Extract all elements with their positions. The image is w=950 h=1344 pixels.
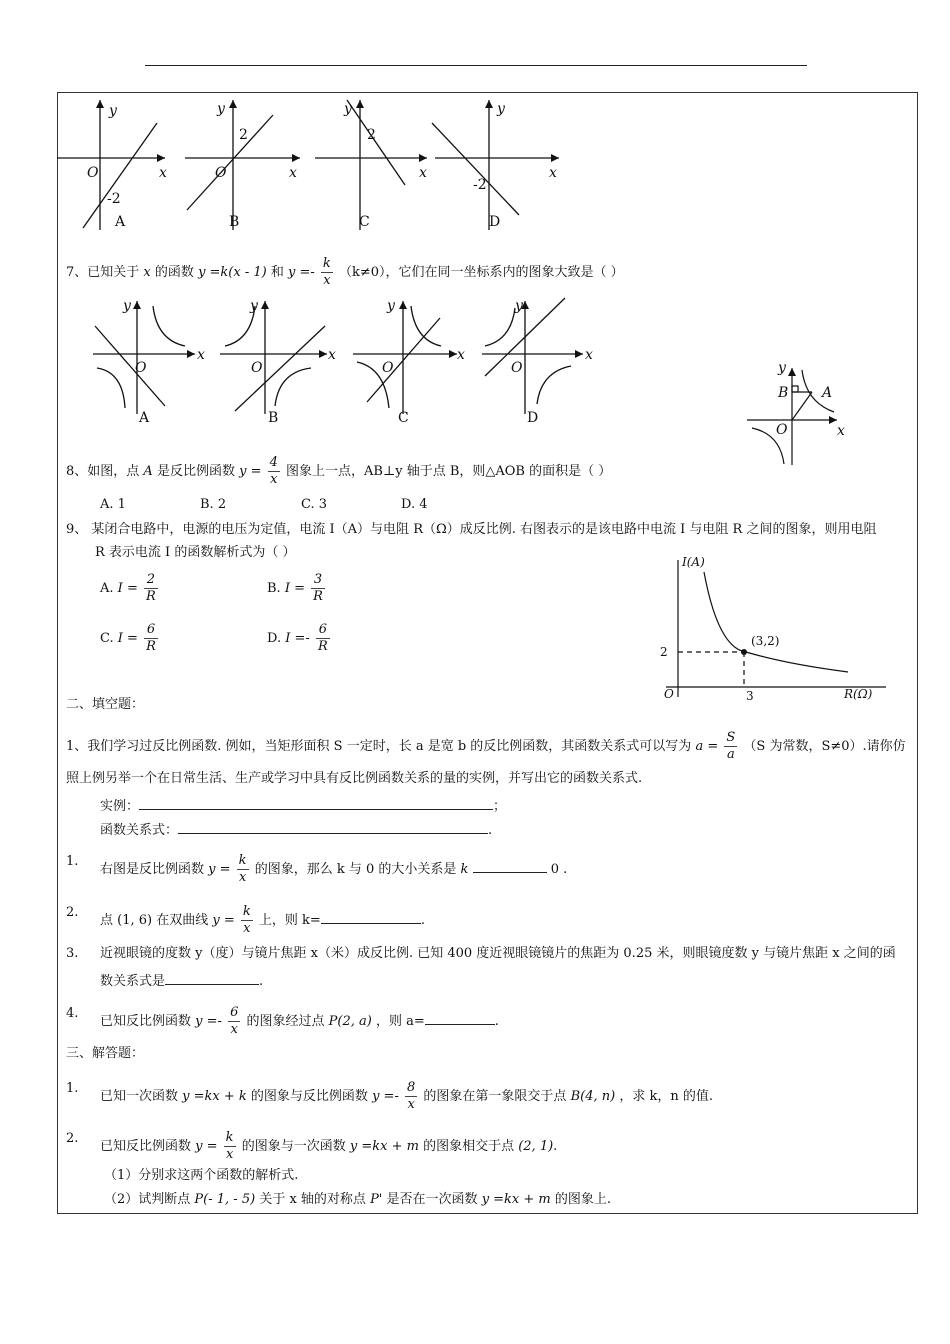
q6-a-tick: -2 [107,191,121,207]
s2-p1-post: （S 为常数，S≠0）.请你仿 [743,739,906,754]
q9-d-den: R [317,639,328,654]
s2-example-blank[interactable] [139,796,493,810]
s3-q2-sub1: （1）分别求这两个函数的解析式. [104,1168,299,1183]
q7-a-y: y [123,298,131,314]
s2-p1-frac [724,730,737,763]
s2-q1-blank[interactable] [473,859,547,873]
q7-f1: y =k(x - 1) [198,265,267,280]
q6-d-y: y [497,101,505,117]
s2-func-label: 函数关系式： [100,823,179,838]
s2-func-end: . [488,823,493,838]
q7-graphs [85,296,605,431]
s2-q3-line2 [100,971,263,991]
q9-d-frac [316,622,330,655]
q7-c-o: O [382,360,394,376]
s3-q2-post: 的图象相交于点 [423,1139,515,1154]
s2-q4-frac [228,1005,240,1038]
q8-den: x [270,472,278,487]
s3-q1-pre: 已知一次函数 [100,1089,179,1104]
q6-c-y: y [344,101,352,117]
s2-example-end: ； [493,799,507,814]
s2-q4-post: 的图象经过点 [246,1014,325,1029]
q9-c-label: C. [100,631,114,646]
s2-q1-post: 的图象，那么 k 与 0 的大小关系是 [254,862,457,877]
q8-fig-x: x [837,423,845,439]
q9-a-num: 2 [144,572,158,589]
q9-figure [646,552,896,702]
q7-d-y: y [515,298,523,314]
s2-p1-fpre: a = [695,739,719,754]
s3-q2-sub2-mid2: 是否在一次函数 [386,1192,478,1207]
q9-line1: 9、 某闭合电路中，电源的电压为定值，电流 I（A）与电阻 R（Ω）成反比例. 右图表示的是该电路中电流 I 与电阻 R 之间的图象，则用电阻 [66,522,877,537]
s3-q1-frac [405,1080,417,1113]
q6-a-o: O [87,165,99,181]
s2-p1-den: a [726,747,735,762]
s3-q2-sub2-end: 的图象上. [554,1192,612,1207]
header-rule [145,65,807,66]
s2-q4-pre: 已知反比例函数 [100,1014,192,1029]
s3-q2-sub2-p: P(- 1, - 5) [194,1192,256,1207]
q8-fig-b: B [778,385,789,401]
q8-fig-y: y [778,360,786,376]
q9-a-label: A. [100,581,114,596]
s3-q2-sub2-f: y =kx + m [481,1192,551,1207]
q9-fig-xlabel: R(Ω) [844,687,873,701]
s2-q2-frac [241,904,253,937]
q6-graphs [57,95,577,240]
s2-q4-end: . [494,1014,499,1029]
s3-q1-num: 1. [66,1081,79,1096]
s3-q2 [100,1130,557,1163]
q6-c-tick: 2 [367,127,376,143]
s2-example [100,796,506,816]
q9-fig-point: (3,2) [751,634,780,648]
s2-q1-num: 1. [66,854,79,869]
s2-q2-end: . [420,913,425,928]
s2-q3-num: 3. [66,946,79,961]
q8-option-c: C. 3 [301,497,328,512]
s2-q1-frac [237,853,249,886]
s2-p1-line2: 照上例另举一个在日常生活、生产或学习中具有反比例函数关系的量的实例，并写出它的函数关系式. [66,771,643,786]
q6-a-x: x [159,165,167,181]
s3-q2-sub2-p2: P' [370,1192,383,1207]
q7-label-c: C [398,410,409,426]
q7-a-o: O [135,360,147,376]
s3-q1-den: x [407,1097,415,1112]
q7-d-o: O [511,360,523,376]
q6-d-tick: -2 [473,177,487,193]
q6-label-c: C [359,214,370,230]
q6-label-b: B [229,214,240,230]
s3-q2-frac [224,1130,236,1163]
q6-b-tick: 2 [239,127,248,143]
q7-prefix: 7、已知关于 [66,265,140,280]
s2-q2-num: 2. [66,905,79,920]
q9-fig-o: O [664,687,674,701]
s2-q4-tail: ，则 a= [375,1014,425,1029]
q7-label-d: D [527,410,539,426]
q9-b-label: B. [267,581,281,596]
q7-c-y: y [387,298,395,314]
s3-q2-end: . [553,1139,558,1154]
s2-q4-num: 4. [66,1006,79,1021]
s2-q1-pre: 右图是反比例函数 [100,862,205,877]
s2-q3-text: 数关系式是 [100,974,166,989]
s2-func-blank[interactable] [178,820,488,834]
q8-figure [742,360,857,470]
s2-q4 [100,1005,499,1038]
q7-b-o: O [251,360,263,376]
q8-option-b: B. 2 [200,497,227,512]
section3-title: 三、解答题： [66,1046,145,1061]
q8-question [66,455,611,488]
q8-option-a: A. 1 [100,497,126,512]
q9-b-pre: I = [284,581,305,596]
q9-c-pre: I = [117,631,138,646]
q7-f2-frac [321,256,333,289]
q6-label-d: D [489,214,501,230]
s2-q1-fpre: y = [208,862,231,877]
s3-q2-f2: y =kx + m [349,1139,419,1154]
s2-q1-num-k: k [238,853,247,868]
s2-q3-blank[interactable] [165,971,259,985]
q9-fig-ylabel: I(A) [682,555,705,569]
s3-q2-num: 2. [66,1131,79,1146]
q9-d-label: D. [267,631,282,646]
s2-q4-den: x [230,1022,238,1037]
q8-pre: 8、如图，点 [66,464,140,479]
q8-num: 4 [269,455,278,470]
s3-q1-post: 的图象在第一象限交于点 [423,1089,567,1104]
q9-b-frac [311,572,325,605]
q7-label-a: A [139,410,150,426]
s2-q2-num-k: k [242,904,251,919]
q9-c-num: 6 [144,622,158,639]
s2-example-label: 实例： [100,799,140,814]
q7-mid: 的函数 [154,265,194,280]
s3-q2-point: (2, 1) [518,1139,554,1154]
q6-d-x: x [549,165,557,181]
s2-q2-den: x [243,921,251,936]
s3-q2-sub2-mid: 关于 x 轴的对称点 [259,1192,366,1207]
s2-q2-pre: 点 (1, 6) 在双曲线 [100,913,209,928]
s3-q1-end: ，求 k，n 的值. [619,1089,713,1104]
s2-q1-den: x [238,870,247,885]
s2-q3-line1: 近视眼镜的度数 y（度）与镜片焦距 x（米）成反比例. 已知 400 度近视眼镜镜片的焦距为 0.25 米，则眼镜度数 y 与镜片焦距 x 之间的函 [100,946,896,961]
s3-q1-f1: y =kx + k [182,1089,247,1104]
q7-f2-pre: y =- [288,265,315,280]
q9-a-den: R [145,589,156,604]
s3-q1-point: B(4, n) [570,1089,616,1104]
section2-title: 二、填空题： [66,697,145,712]
s3-q2-pre: 已知反比例函数 [100,1139,192,1154]
s2-q4-num-6: 6 [230,1005,239,1020]
s3-q1-f2pre: y =- [372,1089,399,1104]
q9-d-pre: I =- [285,631,310,646]
q7-label-b: B [268,410,279,426]
s3-q2-sub2 [104,1191,611,1209]
q8-a: A [143,464,153,479]
s2-p1-pre: 1、我们学习过反比例函数. 例如，当矩形面积 S 一定时，长 a 是宽 b 的反比例函数，其函数关系式可以写为 [66,739,692,754]
s3-q2-fpre: y = [195,1139,218,1154]
s2-q4-blank[interactable] [425,1011,495,1025]
s3-q1-mid: 的图象与反比例函数 [250,1089,368,1104]
s3-q1-num-8: 8 [406,1080,416,1095]
q9-a-frac [144,572,158,605]
q6-b-o: O [215,165,227,181]
q7-f2-num: k [322,256,331,271]
q6-a-y: y [109,103,117,119]
q8-mid: 是反比例函数 [156,464,235,479]
q7-cond: （k≠0），它们在同一坐标系内的图象大致是（ ） [338,265,624,280]
q9-fig-xtick: 3 [746,689,754,702]
s2-q2-post: 上，则 k= [258,913,321,928]
q9-b-num: 3 [311,572,325,589]
q7-b-x: x [328,347,336,363]
q9-option-d [267,622,332,655]
q9-option-c [100,622,160,655]
s2-q1 [100,853,567,886]
q7-a-x: x [197,347,205,363]
q7-f2-den: x [323,273,331,288]
q9-option-b [267,572,327,605]
q8-fig-a: A [822,385,833,401]
s2-p1-num: S [726,730,736,745]
q9-fig-ytick: 2 [660,645,668,659]
s2-q1-end: 0 . [550,862,568,877]
q7-d-x: x [585,347,593,363]
q7-var: x [143,265,151,280]
q8-f-pre: y = [239,464,262,479]
s2-q2 [100,904,425,937]
q9-a-pre: I = [117,581,138,596]
s2-q4-fpre: y =- [195,1014,222,1029]
q6-b-y: y [217,101,225,117]
s2-q4-point: P(2, a) [328,1014,372,1029]
s3-q1 [100,1080,713,1113]
q8-option-d: D. 4 [401,497,428,512]
q6-label-a: A [115,214,126,230]
q7-and: 和 [270,265,284,280]
q6-c-x: x [419,165,427,181]
q9-d-num: 6 [316,622,330,639]
s2-p1 [66,730,906,763]
s3-q2-sub2-pre: （2）试判断点 [104,1192,191,1207]
q9-c-den: R [146,639,156,654]
q7-question [66,256,624,289]
q8-frac [268,455,280,488]
s2-q2-fpre: y = [212,913,235,928]
s2-q1-k: k [460,862,469,877]
q7-c-x: x [457,347,465,363]
q8-fig-o: O [776,422,788,438]
q9-c-frac [144,622,158,655]
s3-q2-num-k: k [225,1130,234,1145]
q6-b-x: x [289,165,297,181]
q8-post: 图象上一点，AB⊥y 轴于点 B，则△AOB 的面积是（ ） [286,464,612,479]
s2-q3-end: . [259,974,264,989]
s3-q2-den: x [225,1147,234,1162]
s2-q2-blank[interactable] [321,910,421,924]
s3-q2-mid: 的图象与一次函数 [241,1139,346,1154]
q9-line2: R 表示电流 I 的函数解析式为（ ） [95,545,296,560]
q9-b-den: R [313,589,323,604]
q9-option-a [100,572,160,605]
s2-func [100,820,492,840]
q7-b-y: y [250,298,258,314]
